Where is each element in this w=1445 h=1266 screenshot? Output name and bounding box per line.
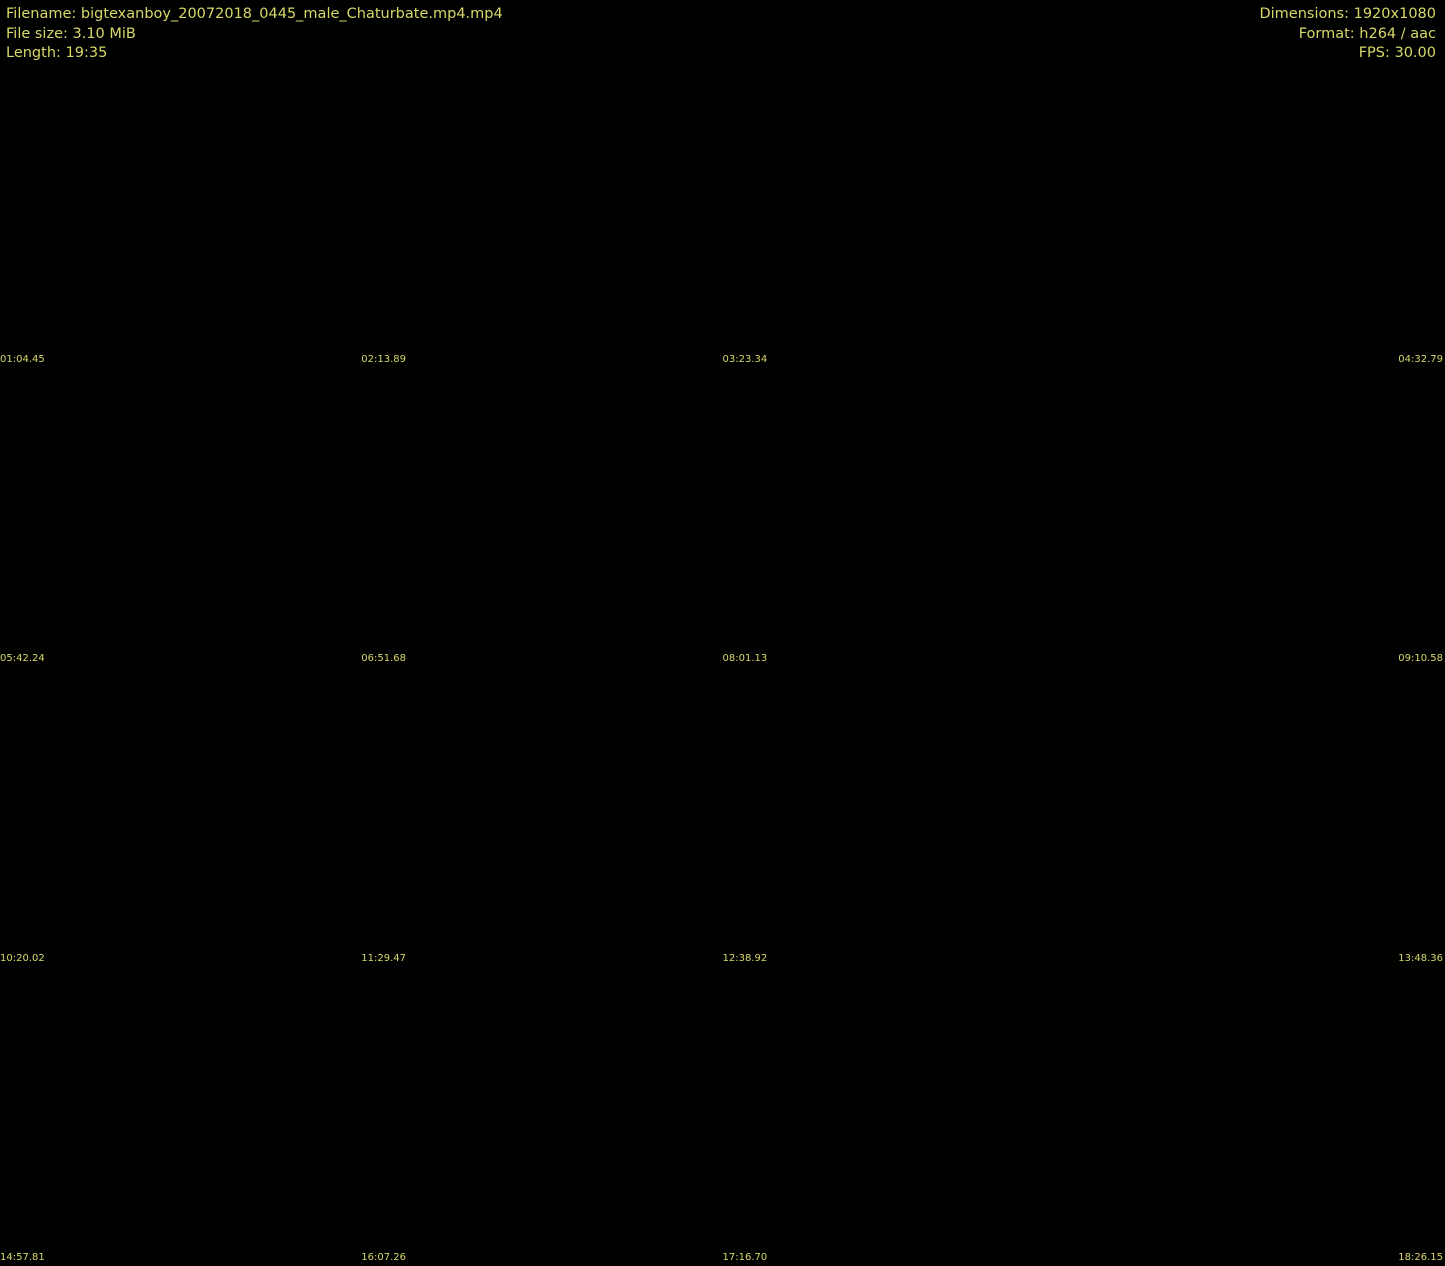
frame-timestamp: 01:04.45 (0, 353, 45, 365)
thumbnail-cell[interactable] (723, 68, 1084, 368)
thumbnail-cell[interactable] (0, 68, 361, 368)
metadata-right-column (1259, 5, 1436, 64)
frame-timestamp: 13:48.36 (1398, 952, 1443, 964)
video-frame-image (361, 667, 722, 967)
thumbnail-cell[interactable] (1084, 68, 1445, 368)
fps-text: FPS: 30.00 (1358, 45, 1436, 61)
video-frame-image (361, 967, 722, 1266)
video-frame-image (0, 368, 361, 668)
dimensions-text: Dimensions: 1920x1080 (1259, 6, 1436, 22)
frame-timestamp: 05:42.24 (0, 653, 45, 664)
thumbnail-cell[interactable] (361, 667, 722, 967)
thumbnail-grid (0, 68, 1445, 1266)
video-frame-image (0, 967, 361, 1266)
thumbnail-cell[interactable] (0, 368, 361, 668)
frame-timestamp: 16:07.26 (361, 1252, 406, 1263)
frame-timestamp: 02:13.89 (361, 353, 406, 365)
thumbnail-cell[interactable] (723, 667, 1084, 967)
thumbnail-cell[interactable] (0, 667, 361, 967)
frame-timestamp: 08:01.13 (722, 653, 768, 664)
frame-timestamp: 09:10.58 (1398, 653, 1443, 664)
frame-timestamp: 14:57.81 (0, 1252, 45, 1263)
frame-timestamp: 18:26.15 (1398, 1252, 1443, 1263)
video-frame-image (723, 667, 1084, 967)
thumbnail-cell[interactable] (361, 967, 722, 1266)
thumbnail-cell[interactable] (361, 368, 722, 668)
video-frame-image (1084, 667, 1445, 967)
video-metadata-header (0, 0, 1445, 68)
thumbnail-cell[interactable] (1084, 368, 1445, 668)
format-text: Format: h264 / aac (1298, 25, 1436, 42)
video-frame-image (0, 667, 361, 967)
thumbnail-cell[interactable] (723, 368, 1084, 668)
frame-timestamp: 03:23.34 (722, 353, 768, 365)
frame-timestamp: 06:51.68 (361, 653, 406, 664)
video-frame-image (723, 68, 1084, 368)
metadata-left-column (6, 5, 503, 64)
thumbnail-cell[interactable] (361, 68, 722, 368)
filesize-text: File size: 3.10 MiB (6, 25, 136, 42)
video-frame-image (723, 967, 1084, 1266)
thumbnail-cell[interactable] (0, 967, 361, 1266)
thumbnail-cell[interactable] (1084, 967, 1445, 1266)
frame-timestamp: 11:29.47 (361, 952, 406, 964)
frame-timestamp: 04:32.79 (1398, 353, 1443, 365)
video-frame-image (723, 368, 1084, 668)
frame-timestamp: 10:20.02 (0, 952, 45, 964)
video-frame-image (1084, 368, 1445, 668)
video-frame-image (361, 68, 722, 368)
video-frame-image (1084, 68, 1445, 368)
frame-timestamp: 12:38.92 (722, 952, 768, 964)
thumbnail-cell[interactable] (723, 967, 1084, 1266)
video-frame-image (361, 368, 722, 668)
frame-timestamp: 17:16.70 (722, 1252, 768, 1263)
length-text: Length: 19:35 (6, 45, 108, 61)
video-frame-image (1084, 967, 1445, 1266)
filename-text: Filename: bigtexanboy_20072018_0445_male_Chaturbate.mp4.mp4 (6, 6, 503, 22)
video-frame-image (0, 68, 361, 368)
thumbnail-cell[interactable] (1084, 667, 1445, 967)
